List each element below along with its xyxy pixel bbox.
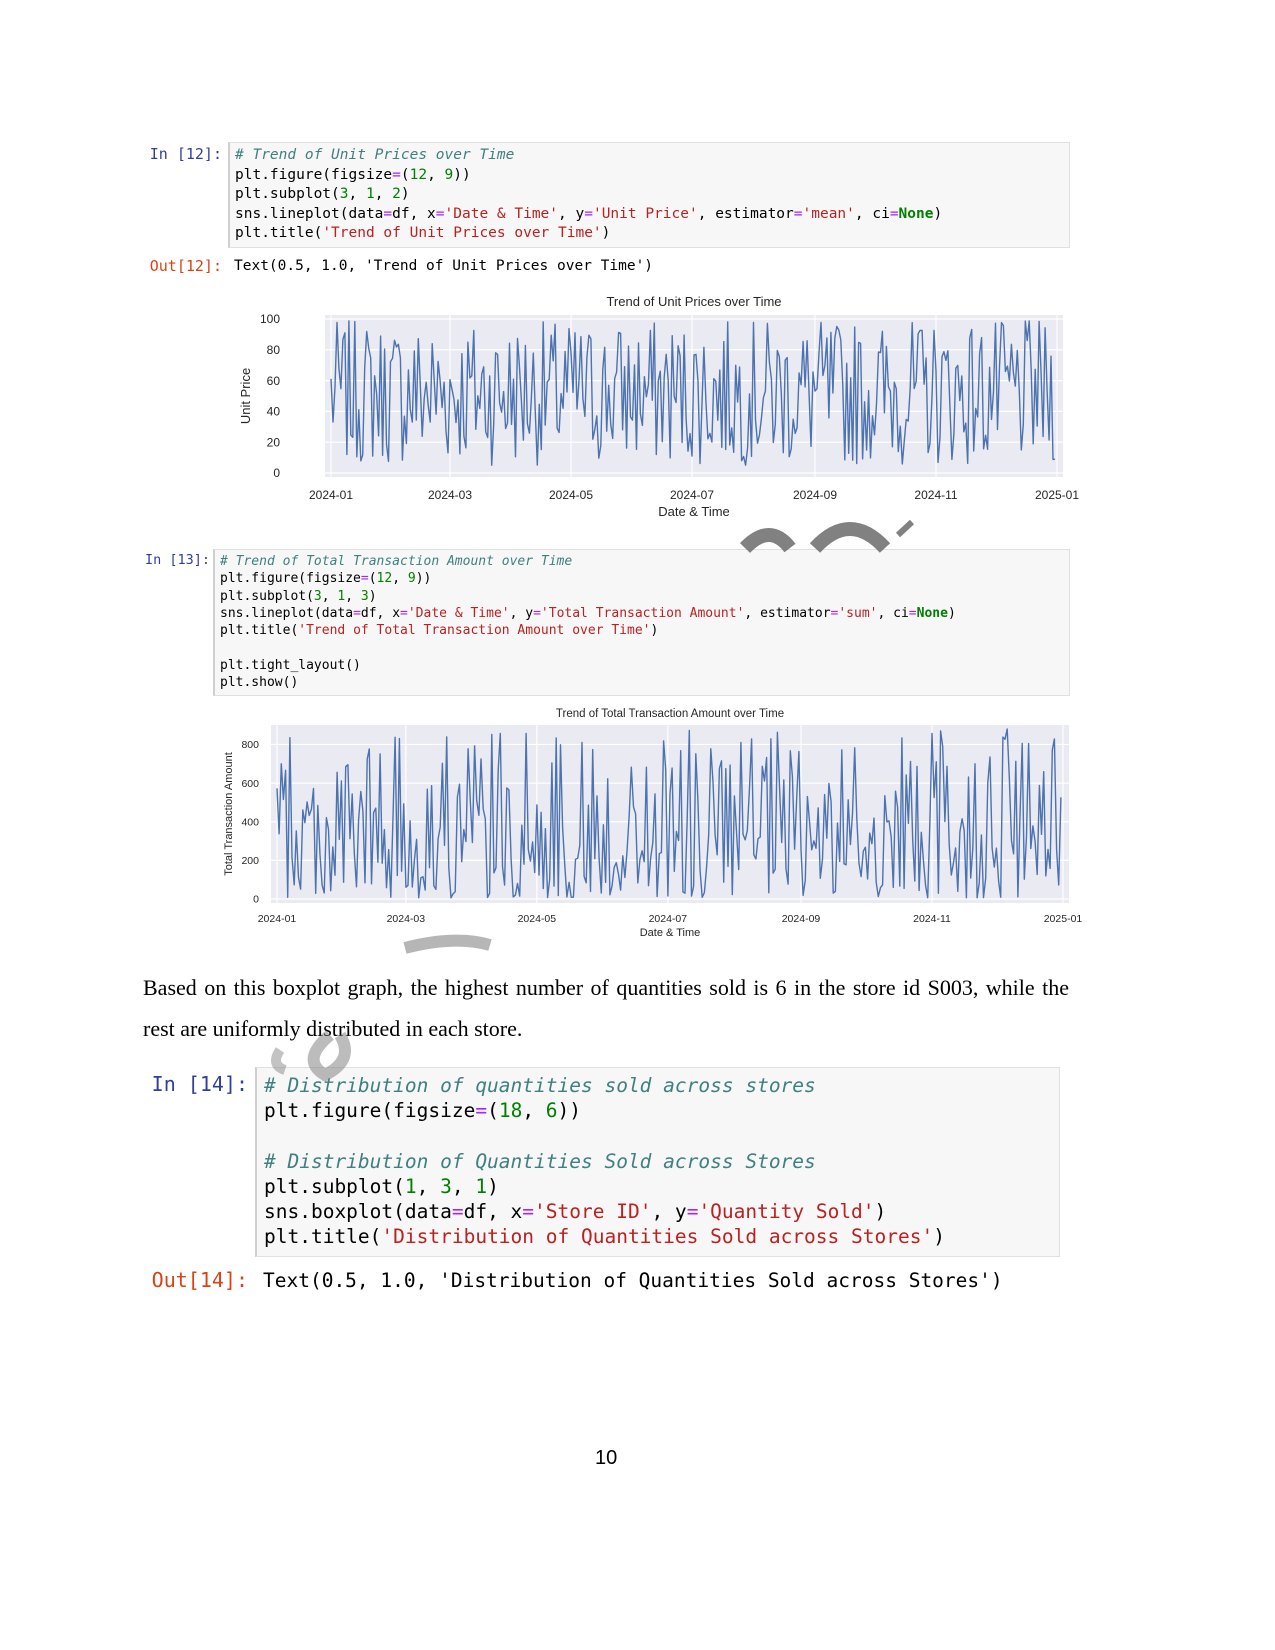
y-tick-label: 20: [266, 435, 280, 450]
y-tick-label: 800: [241, 739, 259, 752]
y-tick-label: 200: [241, 855, 259, 868]
cell-14-input[interactable]: [255, 1067, 1060, 1257]
y-tick-label: 0: [253, 893, 259, 906]
x-tick-label: 2024-05: [517, 913, 557, 925]
code-line: plt.figure(figsize=(12, 9)): [235, 166, 471, 183]
x-tick-label: 2024-11: [914, 488, 958, 502]
y-axis-label: Unit Price: [238, 367, 253, 425]
code-line: [264, 1123, 945, 1148]
x-tick-label: 2024-07: [648, 913, 688, 925]
x-tick-label: 2024-01: [257, 913, 297, 925]
chart-title: Trend of Total Transaction Amount over Time: [555, 708, 785, 720]
code-line: plt.subplot(3, 1, 3): [220, 588, 377, 604]
analysis-paragraph: Based on this boxplot graph, the highest number of quantities sold is 6 in the store id S003, while the rest are uniformly distributed in each store.: [143, 975, 1069, 1041]
x-tick-label: 2024-03: [427, 488, 473, 502]
code-line: # Distribution of quantities sold across stores: [264, 1074, 816, 1097]
cell-14-code: [264, 1073, 945, 1249]
cell-14-in-prompt: In [14]:: [151, 1072, 248, 1096]
code-line: plt.title('Trend of Unit Prices over Time'): [235, 225, 611, 241]
x-tick-label: 2024-11: [913, 913, 951, 925]
unit-price-chart: [228, 290, 1080, 522]
y-tick-label: 400: [241, 816, 259, 829]
cell-12-out-prompt: Out[12]:: [149, 257, 222, 275]
x-axis-label: Date & Time: [639, 927, 701, 939]
x-axis-label: Date & Time: [658, 504, 730, 519]
y-tick-label: 0: [273, 466, 280, 481]
x-tick-label: 2025-01: [1043, 913, 1083, 925]
cell-12-code: [235, 146, 942, 244]
cell-12-in-prompt: In [12]:: [149, 145, 222, 163]
x-tick-label: 2024-09: [781, 913, 821, 925]
transaction-amount-chart: [215, 702, 1083, 942]
code-line: sns.lineplot(data=df, x='Date & Time', y='Unit Price', estimator='mean', ci=None): [235, 205, 943, 222]
code-line: # Trend of Unit Prices over Time: [235, 147, 515, 163]
y-tick-label: 60: [266, 373, 280, 388]
y-tick-label: 80: [266, 343, 280, 357]
cell-12-input[interactable]: [228, 142, 1070, 248]
code-line: plt.figure(figsize=(12, 9)): [220, 571, 432, 587]
x-tick-label: 2024-03: [386, 913, 426, 925]
cell-13-code: [220, 553, 956, 691]
code-line: sns.boxplot(data=df, x='Store ID', y='Quantity Sold'): [264, 1200, 887, 1224]
code-line: plt.title('Trend of Total Transaction Amount over Time'): [220, 623, 659, 639]
code-line: plt.figure(figsize=(18, 6)): [264, 1099, 582, 1123]
y-tick-label: 100: [259, 312, 280, 327]
cell-13-in-prompt: In [13]:: [144, 552, 210, 568]
x-tick-label: 2024-05: [548, 488, 594, 502]
code-line: plt.title('Distribution of Quantities Sold across Stores'): [264, 1225, 945, 1249]
code-line: sns.lineplot(data=df, x='Date & Time', y='Total Transaction Amount', estimator='sum', ci=None): [220, 605, 956, 621]
cell-14-out-prompt: Out[14]:: [151, 1268, 248, 1292]
x-tick-label: 2024-07: [669, 488, 715, 502]
code-line: # Distribution of Quantities Sold across Stores: [264, 1149, 816, 1173]
y-tick-label: 600: [241, 777, 259, 790]
page-number: 10: [595, 1447, 618, 1469]
x-tick-label: 2024-01: [308, 488, 354, 502]
x-tick-label: 2024-09: [792, 488, 838, 502]
code-line: # Trend of Total Transaction Amount over Time: [220, 554, 573, 569]
x-tick-label: 2025-01: [1034, 488, 1080, 502]
y-tick-label: 40: [266, 404, 280, 419]
cell-13-input[interactable]: [213, 549, 1070, 696]
code-line: [220, 639, 956, 656]
code-line: plt.tight_layout(): [220, 657, 361, 673]
y-axis-label: Total Transaction Amount: [223, 752, 235, 876]
cell-14-output: Text(0.5, 1.0, 'Distribution of Quantities Sold across Stores'): [263, 1269, 1003, 1292]
cell-12-output: Text(0.5, 1.0, 'Trend of Unit Prices over Time'): [234, 258, 654, 274]
chart-title: Trend of Unit Prices over Time: [606, 294, 782, 309]
code-line: plt.show(): [220, 675, 299, 691]
code-line: plt.subplot(3, 1, 2): [235, 186, 410, 202]
code-line: plt.subplot(1, 3, 1): [264, 1174, 499, 1198]
